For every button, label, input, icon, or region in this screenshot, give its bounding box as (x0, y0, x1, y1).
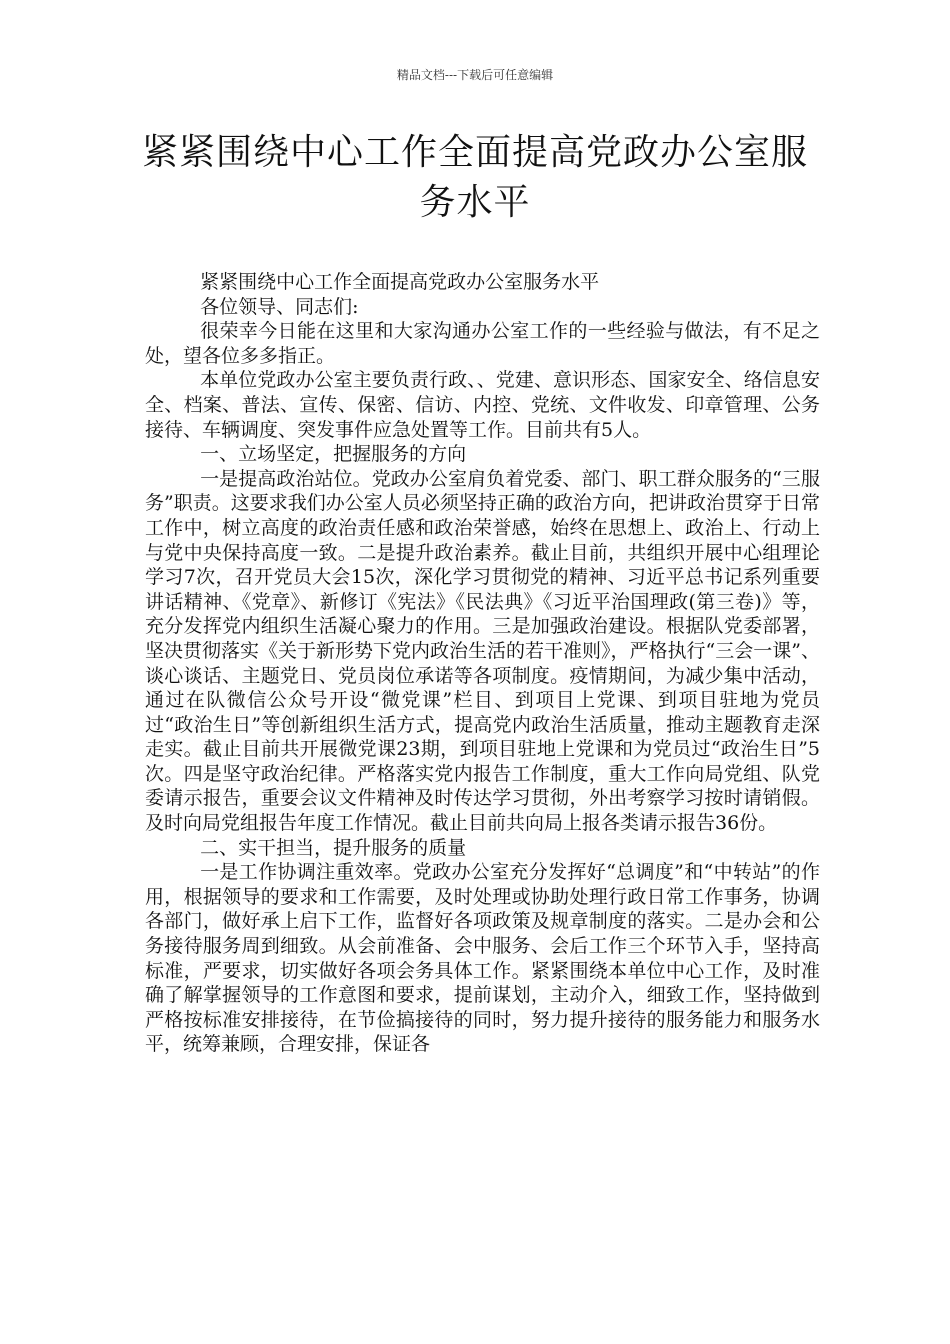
body-paragraph-intro: 很荣幸今日能在这里和大家沟通办公室工作的一些经验与做法，有不足之处，望各位多多指正。 (145, 320, 820, 367)
body-paragraph-section-2: 一是工作协调注重效率。党政办公室充分发挥好“总调度”和“中转站”的作用，根据领导的要求和工作需要，及时处理或协助处理行政日常工作事务，协调各部门，做好承上启下工作，监督好各项政策及规章制度的落实。二是办会和公务接待服务周到细致。从会前准备、会中服务、会后工作三个环节入手，坚持高标准，严要求，切实做好各项会务具体工作。紧紧围绕本单位中心工作，及时准确了解掌握领导的工作意图和要求，提前谋划，主动介入，细致工作，坚持做到严格按标准安排接待，在节俭搞接待的同时，努力提升接待的服务能力和服务水平，统筹兼顾，合理安排，保证各 (145, 861, 820, 1056)
section-heading-2: 二、实干担当，提升服务的质量 (200, 836, 467, 859)
document-body (145, 270, 820, 1057)
section-heading-1: 一、立场坚定，把握服务的方向 (200, 443, 467, 466)
body-paragraph-overview: 本单位党政办公室主要负责行政、、党建、意识形态、国家安全、络信息安全、档案、普法、宣传、保密、信访、内控、党统、文件收发、印章管理、公务接待、车辆调度、突发事件应急处置等工作。目前共有5人。 (145, 369, 820, 441)
document-title: 紧紧围绕中心工作全面提高党政办公室服务水平 (141, 132, 808, 223)
header-note: 精品文档---下载后可任意编辑 (396, 68, 554, 82)
body-paragraph-section-1: 一是提高政治站位。党政办公室肩负着党委、部门、职工群众服务的“三服务”职责。这要求我们办公室人员必须坚持正确的政治方向，把讲政治贯穿于日常工作中，树立高度的政治责任感和政治荣誉感，始终在思想上、政治上、行动上与党中央保持高度一致。二是提升政治素养。截止目前，共组织开展中心组理论学习7次，召开党员大会15次，深化学习贯彻党的精神、习近平总书记系列重要讲话精神、《党章》、新修订《宪法》《民法典》《习近平治国理政(第三卷)》等，充分发挥党内组织生活凝心聚力的作用。三是加强政治建设。根据队党委部署，坚决贯彻落实《关于新形势下党内政治生活的若干准则》，严格执行“三会一课”、谈心谈话、主题党日、党员岗位承诺等各项制度。疫情期间，为减少集中活动，通过在队微信公众号开设“微党课”栏目、到项目上党课、到项目驻地为党员过“政治生日”等创新组织生活方式，提高党内政治生活质量，推动主题教育走深走实。截止目前共开展微党课23期，到项目驻地上党课和为党员过“政治生日”5次。四是坚守政治纪律。严格落实党内报告工作制度，重大工作向局党组、队党委请示报告，重要会议文件精神及时传达学习贯彻，外出考察学习按时请销假。及时向局党组报告年度工作情况。截止目前共向局上报各类请示报告36份。 (145, 467, 820, 835)
body-paragraph-salutation: 各位领导、同志们: (200, 295, 359, 318)
body-paragraph-heading: 紧紧围绕中心工作全面提高党政办公室服务水平 (200, 271, 600, 293)
